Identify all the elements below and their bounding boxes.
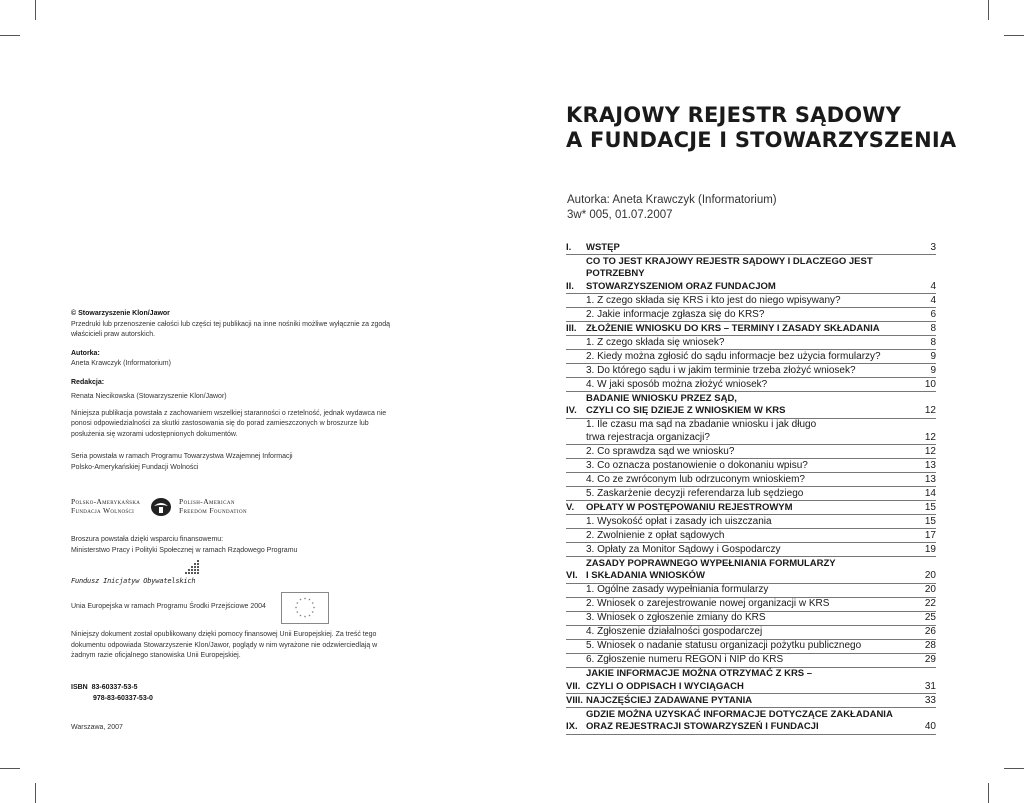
editor-label: Redakcja: <box>71 378 105 386</box>
pafw-pl-line-2: Fundacja Wolności <box>71 506 135 515</box>
toc-subsection[interactable] <box>566 473 936 487</box>
toc-subsection[interactable] <box>566 584 936 598</box>
toc-page-number: 26 <box>924 626 936 637</box>
toc-page-number: 12 <box>924 445 936 457</box>
svg-text:*: * <box>296 610 299 616</box>
isbn-block <box>71 682 153 704</box>
toc-title-line: 2. Wniosek o zarejestrowanie nowej organizacji w KRS <box>586 598 830 609</box>
toc-title-line: I SKŁADANIA WNIOSKÓW <box>586 570 705 581</box>
toc-title <box>586 544 912 557</box>
svg-text:*: * <box>296 601 299 607</box>
toc-title <box>586 446 912 459</box>
toc-page-number: 9 <box>930 350 936 362</box>
toc-title <box>586 393 912 418</box>
crop-mark <box>1004 768 1024 769</box>
svg-text:*: * <box>308 598 311 604</box>
toc-title-line: 6. Zgłoszenie numeru REGON i NIP do KRS <box>586 654 784 665</box>
toc-title <box>586 668 912 693</box>
table-of-contents <box>566 241 936 735</box>
toc-page-number: 40 <box>924 721 936 732</box>
toc-title <box>586 598 912 611</box>
toc-title <box>586 612 912 625</box>
toc-section[interactable] <box>566 557 936 584</box>
toc-title-line: 1. Z czego składa się KRS i kto jest do niego wpisywany? <box>586 294 841 306</box>
toc-number: VII. <box>566 680 581 692</box>
toc-subsection[interactable] <box>566 364 936 378</box>
author-name: Aneta Krawczyk (Informatorium) <box>71 360 171 367</box>
toc-page-number: 12 <box>924 405 936 416</box>
toc-title <box>586 460 912 473</box>
eu-stars-icon <box>282 593 328 623</box>
toc-number: VI. <box>566 570 578 581</box>
toc-subsection[interactable] <box>566 378 936 392</box>
toc-section[interactable] <box>566 501 936 515</box>
toc-title <box>586 502 912 515</box>
toc-page-number: 8 <box>930 336 936 348</box>
place-year: Warszawa, 2007 <box>71 724 123 731</box>
funding-line-2: Ministerstwo Pracy i Polityki Społecznej w ramach Rządowego Programu <box>71 546 298 554</box>
series-line-1: Seria powstała w ramach Programu Towarzystwa Wzajemnej Informacji <box>71 453 293 460</box>
svg-text:*: * <box>299 598 302 604</box>
toc-page-number: 4 <box>930 280 936 292</box>
eu-program: Unia Europejska w ramach Programu Środki Przejściowe 2004 <box>71 603 266 610</box>
toc-subsection[interactable] <box>566 487 936 501</box>
toc-page-number: 10 <box>924 378 936 390</box>
toc-number: II. <box>566 280 574 292</box>
toc-title-line: BADANIE WNIOSKU PRZEZ SĄD, <box>586 392 737 404</box>
isbn-1: 83-60337-53-5 <box>91 684 138 691</box>
toc-section[interactable] <box>566 241 936 255</box>
toc-page-number: 33 <box>924 694 936 706</box>
svg-text:*: * <box>311 610 314 616</box>
toc-title <box>586 474 912 487</box>
toc-title-line: 3. Opłaty za Monitor Sądowy i Gospodarczy <box>586 543 781 555</box>
svg-text:*: * <box>311 601 314 607</box>
toc-title-line: GDZIE MOŻNA UZYSKAĆ INFORMACJE DOTYCZĄCE ZAKŁADANIA <box>586 708 893 720</box>
toc-title-line: CZYLI CO SIĘ DZIEJE Z WNIOSKIEM W KRS <box>586 405 786 416</box>
toc-subsection[interactable] <box>566 294 936 308</box>
toc-subsection[interactable] <box>566 459 936 473</box>
toc-title-line: 2. Kiedy można zgłosić do sądu informacje bez użycia formularzy? <box>586 350 881 362</box>
toc-page-number: 20 <box>924 584 936 595</box>
author-label: Autorka: <box>71 349 100 357</box>
toc-title-line: 3. Co oznacza postanowienie o dokonaniu wpisu? <box>586 459 808 471</box>
toc-subsection[interactable] <box>566 445 936 459</box>
toc-title <box>586 337 912 350</box>
toc-title <box>586 530 912 543</box>
toc-page-number: 19 <box>924 543 936 555</box>
toc-section[interactable] <box>566 694 936 708</box>
eu-disclaimer: Niniejszy dokument został opublikowany dzięki pomocy finansowej Unii Europejskiej. Za treść tego dokumentu odpowiada Stowarzyszenie Klon/Jawor, poglądy w nim wyrażone nie odzwierciedlają w żadnym razie oficjalnego stanowiska Unii Europejskiej. <box>71 631 378 659</box>
toc-title-line: 2. Co sprawdza sąd we wniosku? <box>586 445 735 457</box>
pafw-en-line-2: Freedom Foundation <box>179 506 247 515</box>
eagle-icon <box>150 497 172 517</box>
crop-mark <box>988 0 989 20</box>
toc-subsection[interactable] <box>566 308 936 322</box>
toc-title-line: 5. Zaskarżenie decyzji referendarza lub sędziego <box>586 487 804 499</box>
toc-title-line: 1. Z czego składa się wniosek? <box>586 336 725 348</box>
toc-page-number: 31 <box>924 680 936 692</box>
toc-title-line: 3. Wniosek o zgłoszenie zmiany do KRS <box>586 612 766 623</box>
author-info <box>567 193 777 223</box>
toc-title-line: NAJCZĘŚCIEJ ZADAWANE PYTANIA <box>586 694 753 706</box>
eu-flag <box>281 592 329 624</box>
editor-name: Renata Niecikowska (Stowarzyszenie Klon/Jawor) <box>71 393 227 400</box>
toc-title <box>586 295 912 308</box>
toc-title <box>586 709 912 734</box>
title-line-1: KRAJOWY REJESTR SĄDOWY <box>566 103 902 127</box>
toc-title-line: 4. Co ze zwróconym lub odrzuconym wnioskiem? <box>586 473 805 485</box>
copyright: © Stowarzyszenie Klon/Jawor <box>71 310 170 317</box>
isbn-2: 978-83-60337-53-0 <box>93 695 153 702</box>
toc-subsection[interactable] <box>566 626 936 640</box>
toc-title-line: ZŁOŻENIE WNIOSKU DO KRS – TERMINY I ZASADY SKŁADANIA <box>586 322 880 334</box>
toc-subsection[interactable] <box>566 612 936 626</box>
toc-title-line: WSTĘP <box>586 241 620 253</box>
toc-title <box>586 488 912 501</box>
isbn-label: ISBN <box>71 684 88 691</box>
toc-title <box>586 584 912 597</box>
toc-title-line: ZASADY POPRAWNEGO WYPEŁNIANIA FORMULARZY <box>586 557 836 569</box>
svg-text:*: * <box>313 606 315 611</box>
toc-number: IX. <box>566 721 578 732</box>
author-line: Autorka: Aneta Krawczyk (Informatorium) <box>567 194 777 206</box>
crop-mark <box>35 0 36 20</box>
series-line-2: Polsko-Amerykańskiej Fundacji Wolności <box>71 463 199 471</box>
toc-title-line: 4. Zgłoszenie działalności gospodarczej <box>586 626 763 637</box>
toc-number: III. <box>566 322 577 334</box>
toc-section[interactable] <box>566 255 936 294</box>
svg-text:*: * <box>304 615 306 620</box>
toc-page-number: 15 <box>924 501 936 513</box>
toc-title-line: STOWARZYSZENIOM ORAZ FUNDACJOM <box>586 280 776 292</box>
toc-page-number: 8 <box>930 322 936 334</box>
toc-subsection[interactable] <box>566 640 936 654</box>
toc-section[interactable] <box>566 392 936 419</box>
toc-title-line: OPŁATY W POSTĘPOWANIU REJESTROWYM <box>586 501 793 513</box>
toc-number: IV. <box>566 405 577 416</box>
imprint <box>71 309 401 473</box>
toc-title <box>586 242 912 255</box>
toc-title-line: 1. Ogólne zasady wypełniania formularzy <box>586 584 769 595</box>
toc-title-line: 1. Wysokość opłat i zasady ich uiszczania <box>586 515 772 527</box>
pafw-pl-line-1: Polsko-Amerykańska <box>71 497 141 506</box>
toc-page-number: 15 <box>924 515 936 527</box>
toc-number: I. <box>566 241 572 253</box>
disclaimer: Niniejsza publikacja powstała z zachowaniem wszelkiej staranności o rzetelność, jednak wydawca nie ponosi odpowiedzialności za skutki zastosowania się do porad zamieszczonych w broszurze lub posłużenia się wzorami udostępnionych dokumentów. <box>71 409 387 438</box>
toc-number: VIII. <box>566 694 583 706</box>
toc-title-line: JAKIE INFORMACJE MOŻNA OTRZYMAĆ Z KRS – <box>586 668 813 679</box>
toc-title-line: 4. W jaki sposób można złożyć wniosek? <box>586 378 768 390</box>
toc-title <box>586 626 912 639</box>
toc-title-line: CO TO JEST KRAJOWY REJESTR SĄDOWY I DLACZEGO JEST POTRZEBNY <box>586 255 873 279</box>
toc-title-line: CZYLI O ODPISACH I WYCIĄGACH <box>586 680 744 692</box>
toc-subsection[interactable] <box>566 543 936 557</box>
toc-page-number: 22 <box>924 598 936 609</box>
toc-page-number: 3 <box>930 241 936 253</box>
toc-title <box>586 379 912 392</box>
crop-mark <box>0 35 20 36</box>
toc-title <box>586 309 912 322</box>
toc-page-number: 28 <box>924 640 936 651</box>
toc-title <box>586 351 912 364</box>
toc-section[interactable] <box>566 322 936 336</box>
toc-title <box>586 516 912 529</box>
pafw-en-line-1: Polish-American <box>179 497 235 506</box>
toc-title <box>586 695 912 708</box>
toc-title-line: 5. Wniosek o nadanie statusu organizacji pożytku publicznego <box>586 640 862 651</box>
toc-title-line: 2. Zwolnienie z opłat sądowych <box>586 529 725 541</box>
toc-page-number: 13 <box>924 473 936 485</box>
toc-title-line: trwa rejestracja organizacji? <box>586 431 710 443</box>
title-line-2: A FUNDACJE I STOWARZYSZENIA <box>566 128 957 152</box>
toc-section[interactable] <box>566 668 936 695</box>
funding-note <box>71 535 297 556</box>
toc-title-line: 2. Jakie informacje zgłasza się do KRS? <box>586 308 765 320</box>
series-number: 3w* 005, 01.07.2007 <box>567 209 673 221</box>
toc-number: V. <box>566 501 575 513</box>
crop-mark <box>35 783 36 803</box>
toc-page-number: 17 <box>924 529 936 541</box>
toc-title-line: 1. Ile czasu ma sąd na zbadanie wniosku i jak długo <box>586 419 817 430</box>
toc-subsection[interactable] <box>566 515 936 529</box>
toc-page-number: 12 <box>924 431 936 443</box>
crop-mark <box>0 768 20 769</box>
toc-page-number: 4 <box>930 294 936 306</box>
toc-page-number: 9 <box>930 364 936 376</box>
toc-section[interactable] <box>566 708 936 735</box>
toc-subsection[interactable] <box>566 336 936 350</box>
svg-text:*: * <box>295 606 297 611</box>
crop-mark <box>1004 35 1024 36</box>
toc-title <box>586 419 912 444</box>
svg-text:*: * <box>299 613 302 619</box>
toc-page-number: 6 <box>930 308 936 320</box>
page-title <box>566 103 956 153</box>
reprint-note: Przedruki lub przenoszenie całości lub części tej publikacji na inne nośniki możliwe wyłącznie za zgodą właścicieli praw autorskich. <box>71 320 391 338</box>
toc-title <box>586 256 912 294</box>
toc-page-number: 29 <box>924 654 936 665</box>
toc-title <box>586 365 912 378</box>
fio-logo <box>71 559 201 589</box>
svg-text:*: * <box>308 613 311 619</box>
toc-title-line: ORAZ REJESTRACJI STOWARZYSZEŃ I FUNDACJI <box>586 721 819 732</box>
toc-page-number: 25 <box>924 612 936 623</box>
funding-line-1: Broszura powstała dzięki wsparciu finansowemu: <box>71 536 224 543</box>
fio-dots-icon <box>181 559 201 575</box>
toc-title <box>586 323 912 336</box>
toc-page-number: 20 <box>924 570 936 581</box>
toc-title <box>586 640 912 653</box>
toc-subsection[interactable] <box>566 654 936 668</box>
fio-logo-text: Fundusz Inicjatyw Obywatelskich <box>71 577 196 585</box>
svg-text:*: * <box>304 597 306 602</box>
toc-subsection[interactable] <box>566 419 936 446</box>
toc-title <box>586 558 912 583</box>
toc-page-number: 14 <box>924 487 936 499</box>
toc-title-line: 3. Do którego sądu i w jakim terminie trzeba złożyć wniosek? <box>586 364 856 376</box>
toc-page-number: 13 <box>924 459 936 471</box>
toc-subsection[interactable] <box>566 529 936 543</box>
toc-subsection[interactable] <box>566 598 936 612</box>
pafw-logo <box>71 497 256 517</box>
toc-subsection[interactable] <box>566 350 936 364</box>
crop-mark <box>988 783 989 803</box>
toc-title <box>586 654 912 667</box>
